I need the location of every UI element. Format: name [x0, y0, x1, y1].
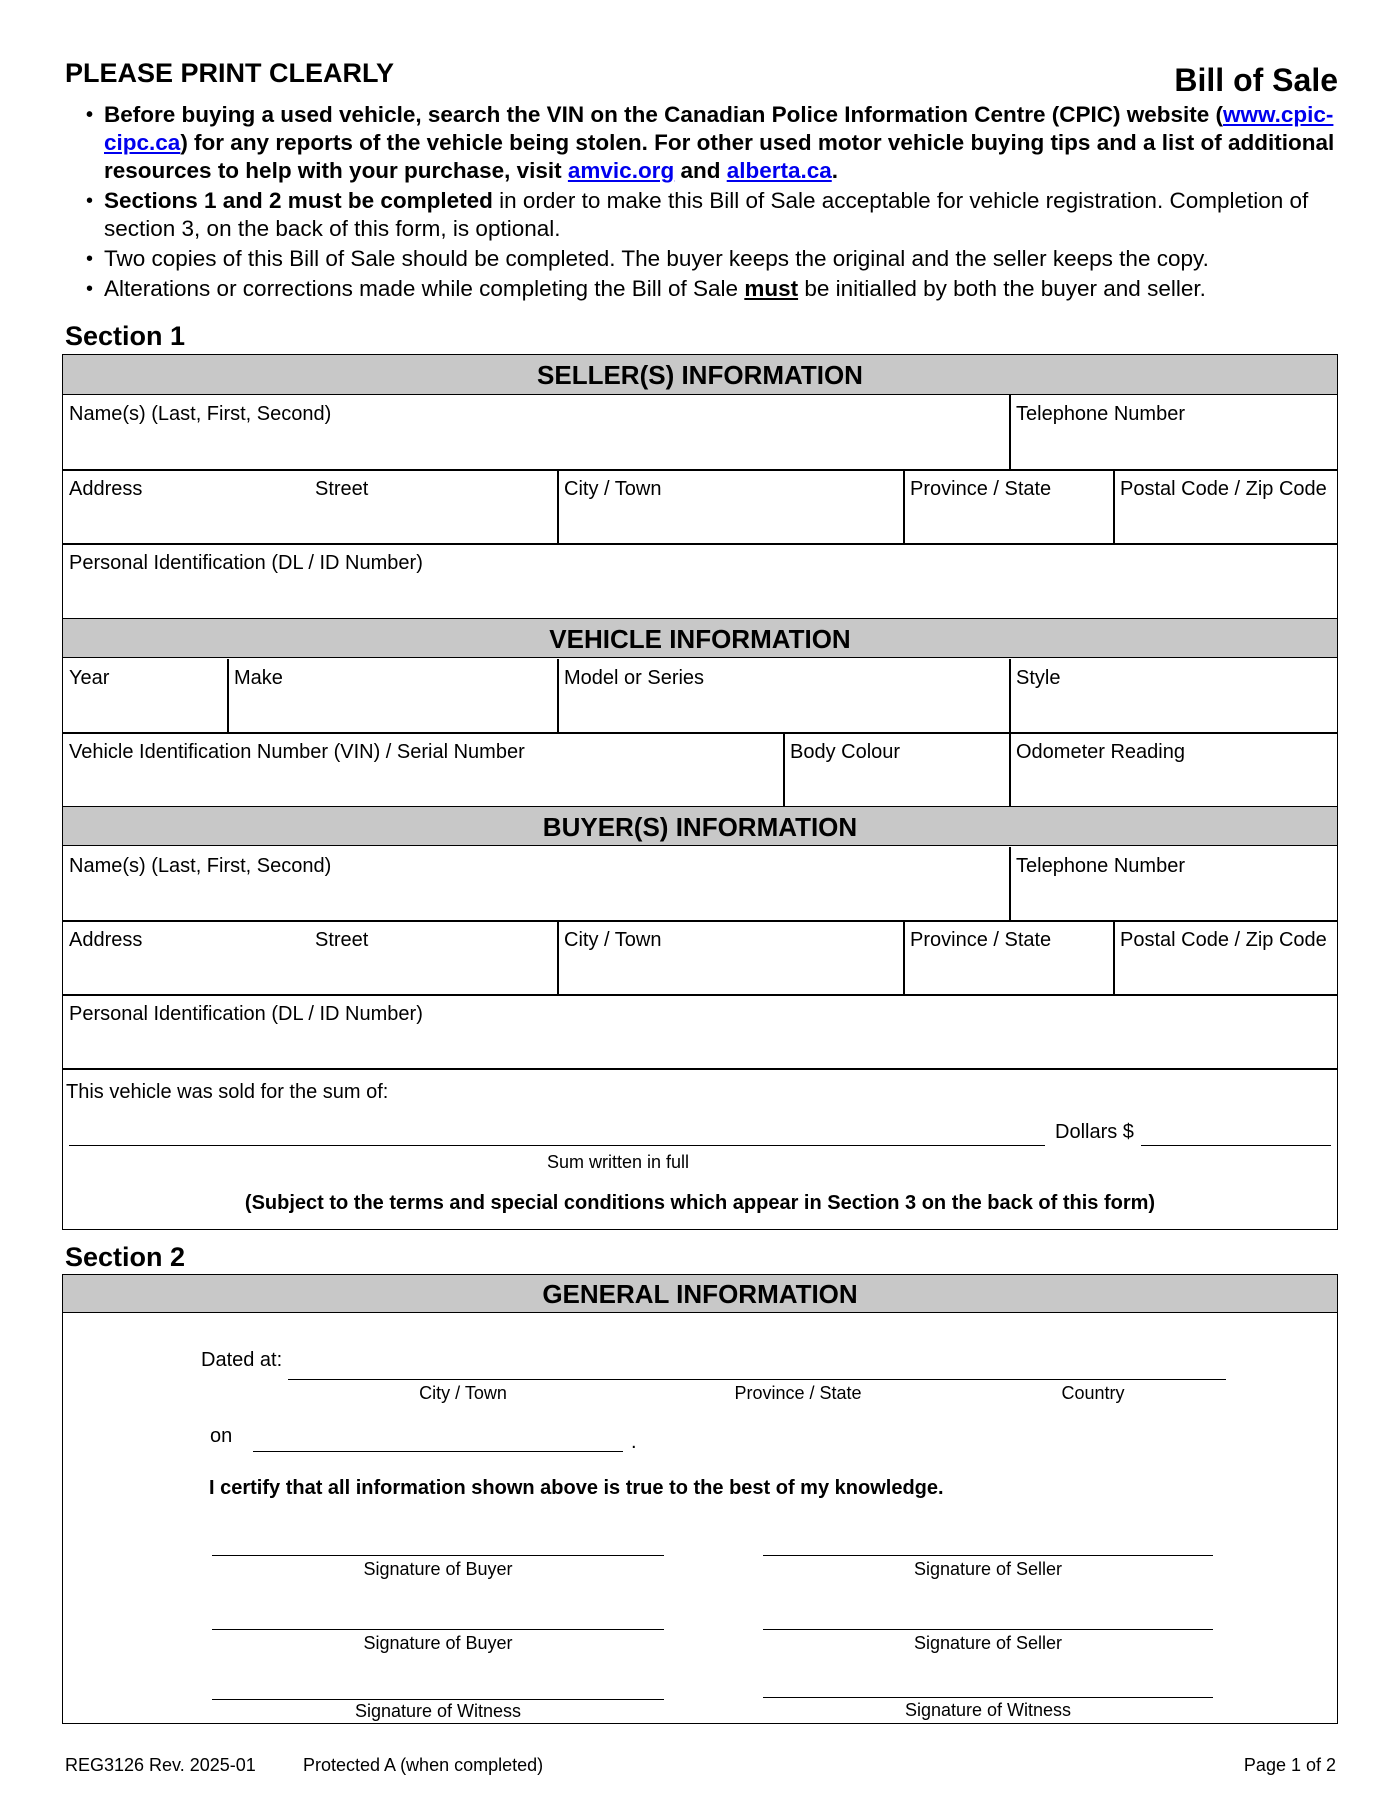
field-label: Street: [315, 929, 369, 951]
section-1-box: [62, 354, 1338, 1230]
vehicle-style-field[interactable]: [1010, 659, 1336, 732]
instruction-text: be initialled by both the buyer and seller.: [798, 276, 1206, 301]
buyer-postal-field[interactable]: [1114, 921, 1336, 994]
instruction-text: Alterations or corrections made while completing the Bill of Sale: [104, 276, 745, 301]
buyer-info-header: BUYER(S) INFORMATION: [63, 806, 1337, 846]
field-label: Year: [69, 667, 110, 689]
seller-address-field[interactable]: [63, 470, 557, 543]
buyer-city-field[interactable]: [558, 921, 903, 994]
seller-signature-caption: Signature of Seller: [913, 1633, 1063, 1653]
field-label: Vehicle Identification Number (VIN) / Serial Number: [69, 741, 525, 763]
on-label: on: [210, 1425, 233, 1447]
witness-signature-caption: Signature of Witness: [354, 1701, 522, 1721]
field-label: Body Colour: [790, 741, 901, 763]
field-label: Name(s) (Last, First, Second): [69, 855, 332, 877]
buyer-signature-caption: Signature of Buyer: [363, 1633, 513, 1653]
instruction-text: .: [831, 158, 839, 183]
buyer-names-field[interactable]: [63, 847, 1009, 920]
sold-for-label: This vehicle was sold for the sum of:: [66, 1081, 389, 1103]
field-label: Name(s) (Last, First, Second): [69, 403, 332, 425]
vehicle-make-field[interactable]: [228, 659, 557, 732]
field-label: Postal Code / Zip Code: [1120, 929, 1327, 951]
protected-notice: Protected A (when completed): [303, 1755, 544, 1775]
instruction-sections-required: [86, 187, 1346, 243]
witness-signature-line-2[interactable]: [763, 1697, 1213, 1698]
field-label: Personal Identification (DL / ID Number): [69, 1003, 423, 1025]
field-label: Address: [69, 929, 143, 951]
field-label: City / Town: [564, 929, 662, 951]
alberta-link[interactable]: alberta.ca: [726, 158, 832, 183]
witness-signature-line-1[interactable]: [212, 1699, 664, 1700]
field-label: Telephone Number: [1016, 403, 1185, 425]
seller-signature-line-1[interactable]: [763, 1555, 1213, 1556]
print-clearly-notice: PLEASE PRINT CLEARLY: [65, 58, 395, 88]
instruction-text: in order to make this Bill of Sale acceptable for vehicle registration. Completion of section 3, on the back of this form, is optional.: [104, 188, 1309, 241]
dated-at-line[interactable]: [288, 1379, 1226, 1380]
instruction-text: ) for any reports of the vehicle being stolen. For other used motor vehicle buying tips and a list of additional resources to help with your purchase, visit: [104, 130, 1335, 183]
field-label: Personal Identification (DL / ID Number): [69, 552, 423, 574]
buyer-province-field[interactable]: [904, 921, 1113, 994]
vehicle-model-field[interactable]: [558, 659, 1009, 732]
date-period: .: [631, 1431, 637, 1453]
witness-signature-caption: Signature of Witness: [904, 1700, 1072, 1720]
instruction-alterations: [86, 275, 1346, 303]
field-label: Postal Code / Zip Code: [1120, 478, 1327, 500]
buyer-personal-id-field[interactable]: [63, 995, 1337, 1068]
form-code: REG3126 Rev. 2025-01: [65, 1755, 256, 1775]
vehicle-year-field[interactable]: [63, 659, 227, 732]
dated-at-label: Dated at:: [201, 1349, 283, 1371]
document-title: Bill of Sale: [1174, 62, 1338, 98]
field-label: City / Town: [564, 478, 662, 500]
terms-note: (Subject to the terms and special conditions which appear in Section 3 on the back of this form): [244, 1192, 1156, 1214]
seller-names-field[interactable]: [63, 395, 1009, 469]
vehicle-colour-field[interactable]: [784, 733, 1009, 806]
seller-personal-id-field[interactable]: [63, 544, 1337, 618]
field-label: Province / State: [910, 478, 1052, 500]
cpic-link[interactable]: www.cpic-cipc.ca: [104, 102, 1334, 155]
instruction-text: and: [674, 158, 727, 183]
date-line[interactable]: [253, 1451, 623, 1452]
instruction-text: Before buying a used vehicle, search the VIN on the Canadian Police Information Centre (CPIC) website (: [104, 102, 1223, 127]
seller-signature-line-2[interactable]: [763, 1629, 1213, 1630]
field-label: Style: [1016, 667, 1061, 689]
buyer-address-field[interactable]: [63, 921, 557, 994]
country-caption: Country: [1061, 1383, 1125, 1403]
vehicle-vin-field[interactable]: [63, 733, 783, 806]
certify-statement: I certify that all information shown above is true to the best of my knowledge.: [209, 1477, 944, 1499]
field-label: Odometer Reading: [1016, 741, 1185, 763]
sum-written-line[interactable]: [69, 1145, 1045, 1146]
field-label: Address: [69, 478, 143, 500]
field-label: Make: [234, 667, 283, 689]
section-2-box: [62, 1274, 1338, 1724]
field-label: Model or Series: [564, 667, 705, 689]
seller-info-header: SELLER(S) INFORMATION: [63, 355, 1337, 395]
field-label: Telephone Number: [1016, 855, 1185, 877]
section-2-label: Section 2: [65, 1242, 186, 1272]
seller-postal-field[interactable]: [1114, 470, 1336, 543]
seller-province-field[interactable]: [904, 470, 1113, 543]
vehicle-info-header: VEHICLE INFORMATION: [63, 618, 1337, 658]
instruction-two-copies: • Two copies of this Bill of Sale should be completed. The buyer keeps the original and the seller keeps the copy.: [86, 245, 1346, 273]
section-1-label: Section 1: [65, 321, 186, 351]
buyer-signature-caption: Signature of Buyer: [363, 1559, 513, 1579]
dollars-label: Dollars $: [1055, 1121, 1134, 1143]
instructions-list: [86, 101, 1346, 305]
field-label: Province / State: [910, 929, 1052, 951]
instruction-bold: Sections 1 and 2 must be completed: [104, 188, 493, 213]
buyer-telephone-field[interactable]: [1010, 847, 1336, 920]
dollars-amount-line[interactable]: [1141, 1145, 1331, 1146]
sum-written-caption: Sum written in full: [546, 1152, 690, 1172]
field-label: Street: [315, 478, 369, 500]
province-caption: Province / State: [734, 1383, 862, 1403]
buyer-signature-line-2[interactable]: [212, 1629, 664, 1630]
page-number: Page 1 of 2: [1243, 1755, 1336, 1775]
buyer-signature-line-1[interactable]: [212, 1555, 664, 1556]
must-emphasis: must: [744, 276, 799, 301]
seller-city-field[interactable]: [558, 470, 903, 543]
vehicle-odometer-field[interactable]: [1010, 733, 1336, 806]
amvic-link[interactable]: amvic.org: [567, 158, 675, 183]
instruction-vin-check: [86, 101, 1346, 185]
general-info-header: GENERAL INFORMATION: [63, 1275, 1337, 1313]
seller-signature-caption: Signature of Seller: [913, 1559, 1063, 1579]
city-caption: City / Town: [419, 1383, 507, 1403]
seller-telephone-field[interactable]: [1010, 395, 1336, 469]
